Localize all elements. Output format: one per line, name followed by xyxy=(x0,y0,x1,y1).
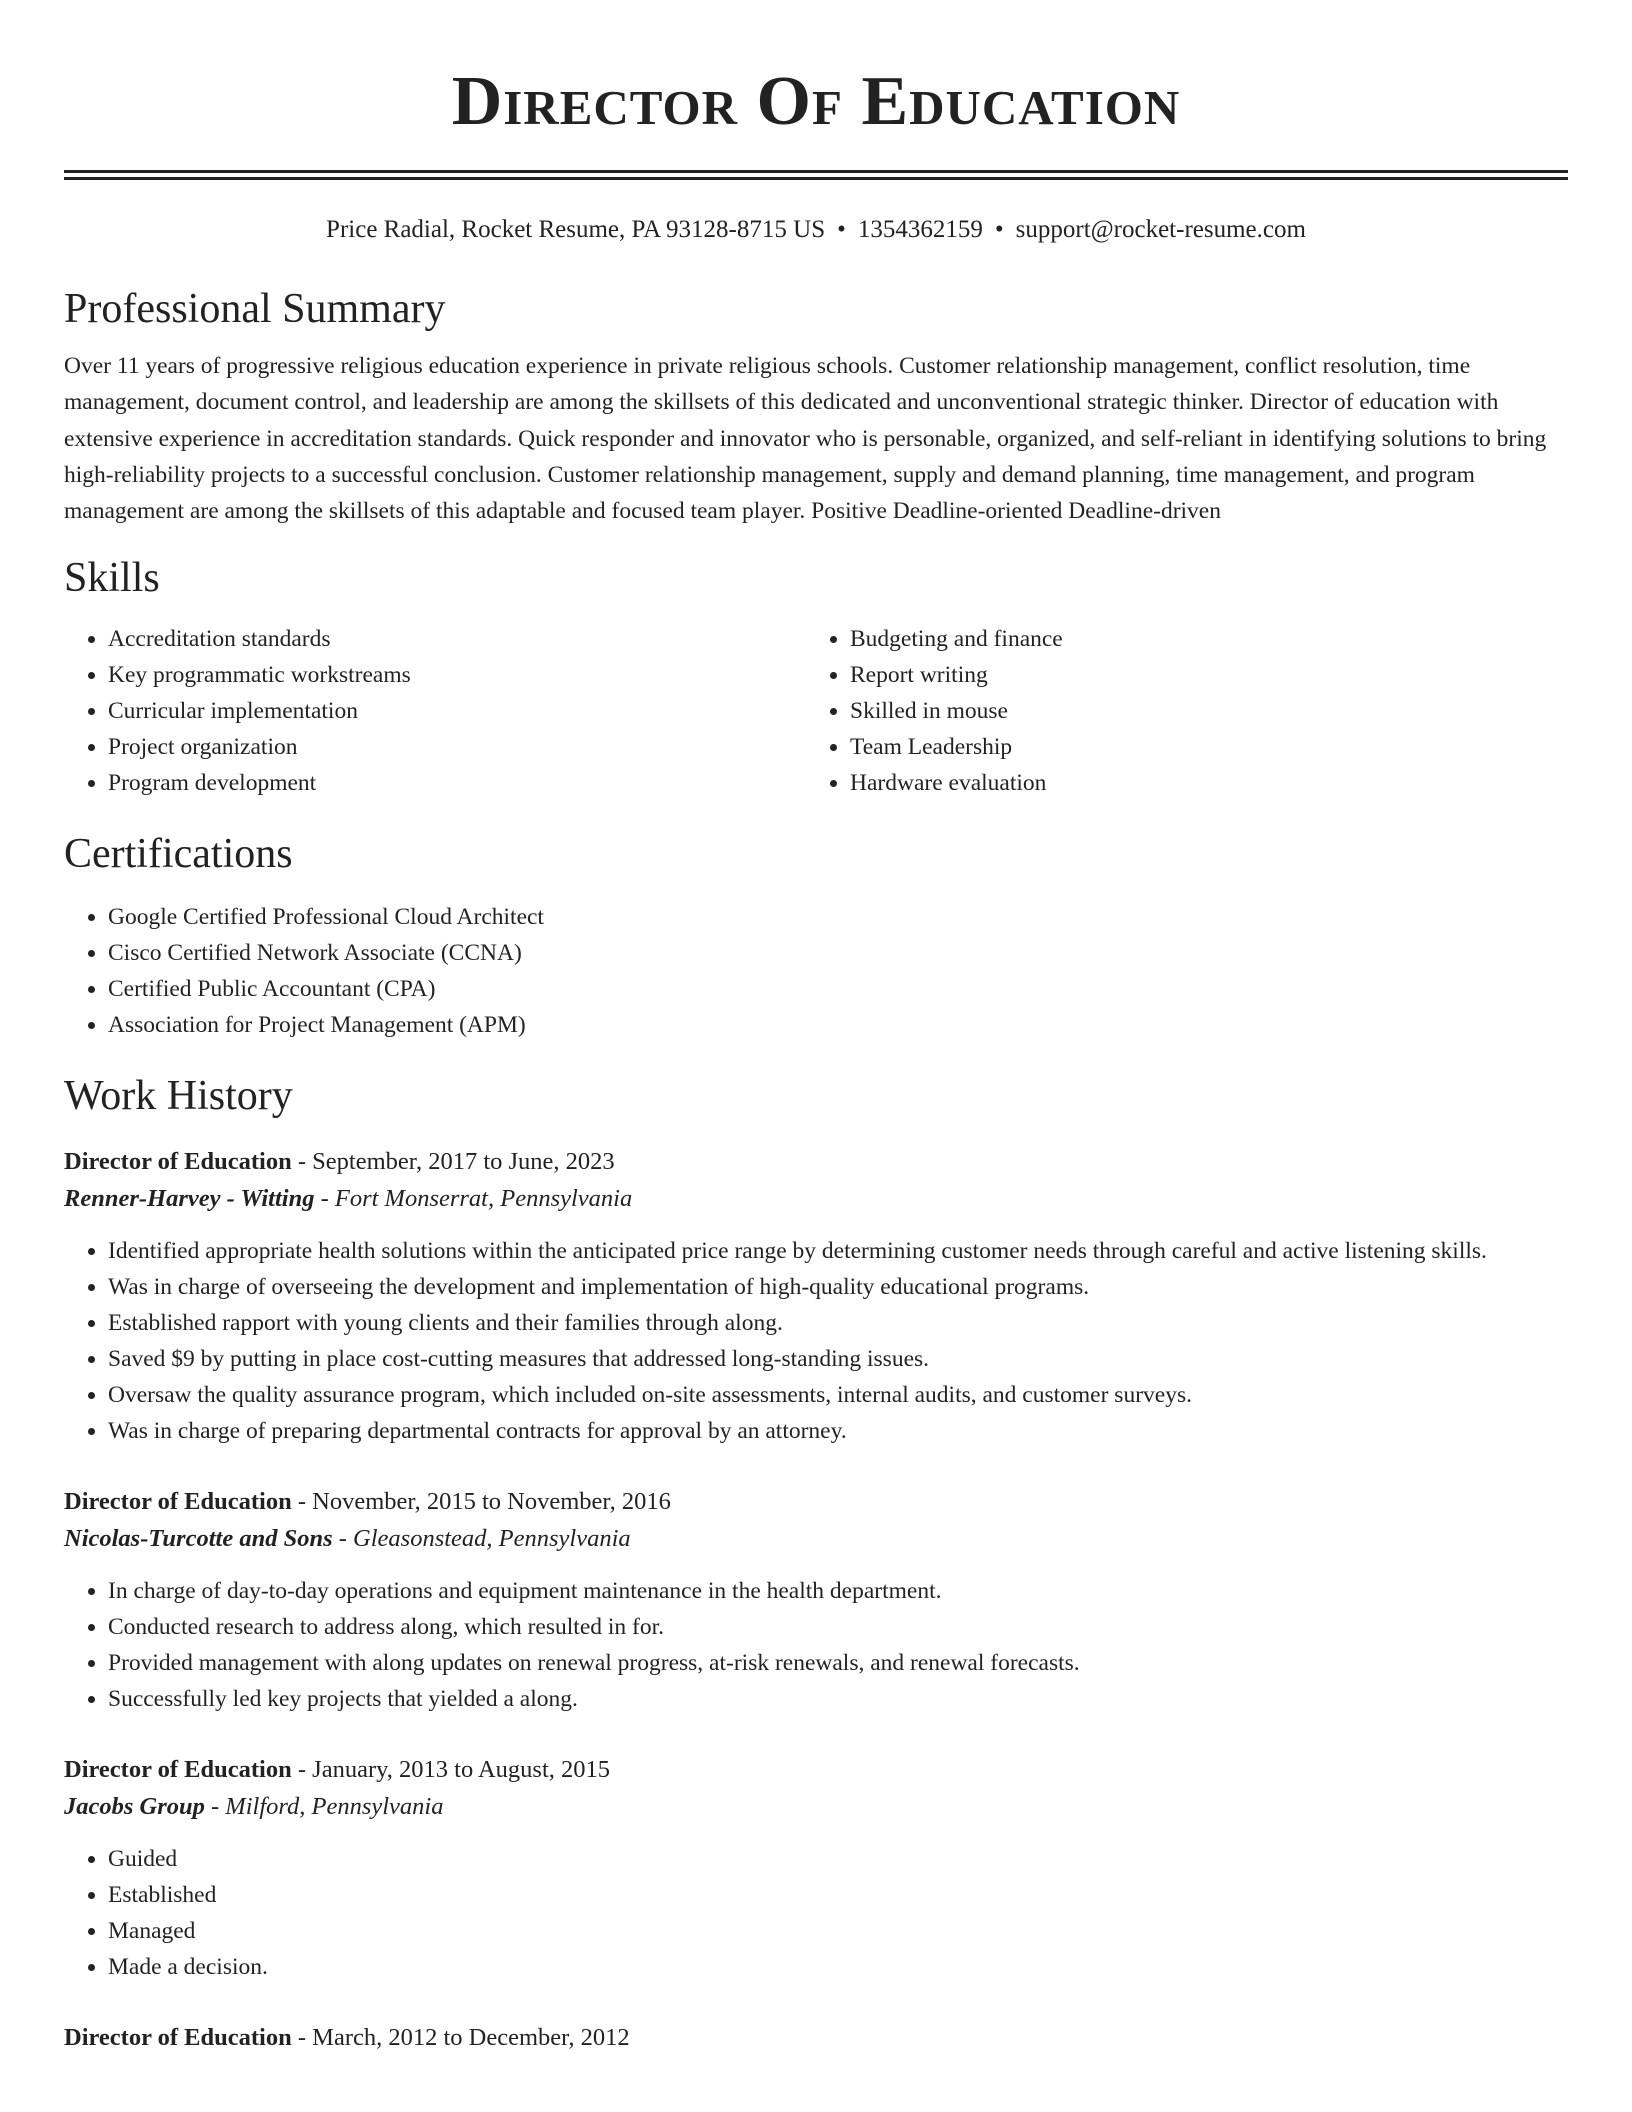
job-company: Nicolas-Turcotte and Sons xyxy=(64,1525,333,1553)
job-company: Jacobs Group xyxy=(64,1793,205,1821)
job-entry xyxy=(64,1143,1568,1449)
job-duty: • Conducted research to address along, which resulted in for. xyxy=(108,1609,1568,1645)
skills-heading: Skills xyxy=(64,555,160,602)
job-employer xyxy=(64,1520,1568,1557)
skill-item: • Team Leadership xyxy=(850,729,1548,765)
job-header xyxy=(64,1143,1568,1180)
job-header xyxy=(64,1751,1568,1788)
contact-address: Price Radial, Rocket Resume, PA 93128-8715 US xyxy=(326,216,826,243)
job-duty: • Managed xyxy=(108,1913,1568,1949)
job-title: Director of Education xyxy=(64,1148,292,1176)
skills-column-right xyxy=(806,621,1548,801)
skill-item: • Report writing xyxy=(850,657,1548,693)
job-duty: • Established xyxy=(108,1877,1568,1913)
certifications-heading: Certifications xyxy=(64,831,293,878)
job-dates: - March, 2012 to December, 2012 xyxy=(291,2024,630,2052)
job-duties-list xyxy=(64,1233,1568,1449)
skills-column-left xyxy=(64,621,806,801)
job-company: Renner-Harvey - Witting xyxy=(64,1185,315,1213)
skill-item: • Budgeting and finance xyxy=(850,621,1548,657)
job-title: Director of Education xyxy=(64,1756,292,1784)
job-location: - Gleasonstead, Pennsylvania xyxy=(332,1525,631,1553)
job-entry xyxy=(64,1483,1568,1717)
contact-separator: • xyxy=(837,216,846,243)
resume-page xyxy=(64,0,1568,2056)
job-duty: • Made a decision. xyxy=(108,1949,1568,1985)
job-employer xyxy=(64,1788,1568,1825)
title-double-rule xyxy=(64,170,1568,180)
skill-item: • Hardware evaluation xyxy=(850,765,1548,801)
job-duty: • Was in charge of preparing departmental contracts for approval by an attorney. xyxy=(108,1413,1568,1449)
skills-columns xyxy=(64,621,1568,801)
certification-item: • Cisco Certified Network Associate (CCNA) xyxy=(108,935,1568,971)
skill-item: • Curricular implementation xyxy=(108,693,806,729)
summary-text: Over 11 years of progressive religious education experience in private religious schools. Customer relationship management, conflict resolution, time management, document control, and leadership are among the skillsets of this dedicated and unconventional strategic thinker. Director of education with extensive experience in accreditation standards. Quick responder and innovator who is personable, organized, and self-reliant in identifying solutions to bring high-reliability projects to a successful conclusion. Customer relationship management, supply and demand planning, time management, and program management are among the skillsets of this adaptable and focused team player. Positive Deadline-oriented Deadline-driven xyxy=(64,353,1547,525)
job-duty: • Was in charge of overseeing the development and implementation of high-quality educational programs. xyxy=(108,1269,1568,1305)
contact-email: support@rocket-resume.com xyxy=(1015,216,1306,243)
skills-list-left xyxy=(64,621,806,801)
resume-title: Director Of Education xyxy=(451,63,1181,140)
job-entry xyxy=(64,1751,1568,1985)
skill-item: • Program development xyxy=(108,765,806,801)
skill-item: • Project organization xyxy=(108,729,806,765)
contact-line xyxy=(64,214,1568,246)
job-duty: • Guided xyxy=(108,1841,1568,1877)
job-duty: • Identified appropriate health solutions within the anticipated price range by determining customer needs through careful and active listening skills. xyxy=(108,1233,1568,1269)
job-location: - Milford, Pennsylvania xyxy=(204,1793,444,1821)
job-header xyxy=(64,2019,1568,2056)
contact-separator: • xyxy=(994,216,1004,243)
skills-list-right xyxy=(806,621,1548,801)
certification-item: • Google Certified Professional Cloud Architect xyxy=(108,899,1568,935)
job-duty: • Oversaw the quality assurance program, which included on-site assessments, internal audits, and customer surveys. xyxy=(108,1377,1568,1413)
contact-phone: 1354362159 xyxy=(857,216,983,243)
job-title: Director of Education xyxy=(64,2024,292,2052)
work-history-heading: Work History xyxy=(64,1073,293,1120)
job-duty: • Established rapport with young clients and their families through along. xyxy=(108,1305,1568,1341)
certification-item: • Association for Project Management (APM) xyxy=(108,1007,1568,1043)
job-duty: • In charge of day-to-day operations and equipment maintenance in the health department. xyxy=(108,1573,1568,1609)
job-entry xyxy=(64,2019,1568,2056)
skill-item: • Key programmatic workstreams xyxy=(108,657,806,693)
job-duty: • Successfully led key projects that yielded a along. xyxy=(108,1681,1568,1717)
certification-item: • Certified Public Accountant (CPA) xyxy=(108,971,1568,1007)
job-duties-list xyxy=(64,1841,1568,1985)
job-title: Director of Education xyxy=(64,1488,292,1516)
job-dates: - September, 2017 to June, 2023 xyxy=(291,1148,615,1176)
summary-heading: Professional Summary xyxy=(64,286,446,332)
job-dates: - January, 2013 to August, 2015 xyxy=(291,1756,610,1784)
job-employer xyxy=(64,1180,1568,1217)
skill-item: • Accreditation standards xyxy=(108,621,806,657)
job-header xyxy=(64,1483,1568,1520)
job-dates: - November, 2015 to November, 2016 xyxy=(291,1488,671,1516)
skill-item: • Skilled in mouse xyxy=(850,693,1548,729)
certifications-list xyxy=(64,899,1568,1043)
job-duties-list xyxy=(64,1573,1568,1717)
job-duty: • Saved $9 by putting in place cost-cutting measures that addressed long-standing issues. xyxy=(108,1341,1568,1377)
job-duty: • Provided management with along updates on renewal progress, at-risk renewals, and renewal forecasts. xyxy=(108,1645,1568,1681)
job-location: - Fort Monserrat, Pennsylvania xyxy=(314,1185,633,1213)
